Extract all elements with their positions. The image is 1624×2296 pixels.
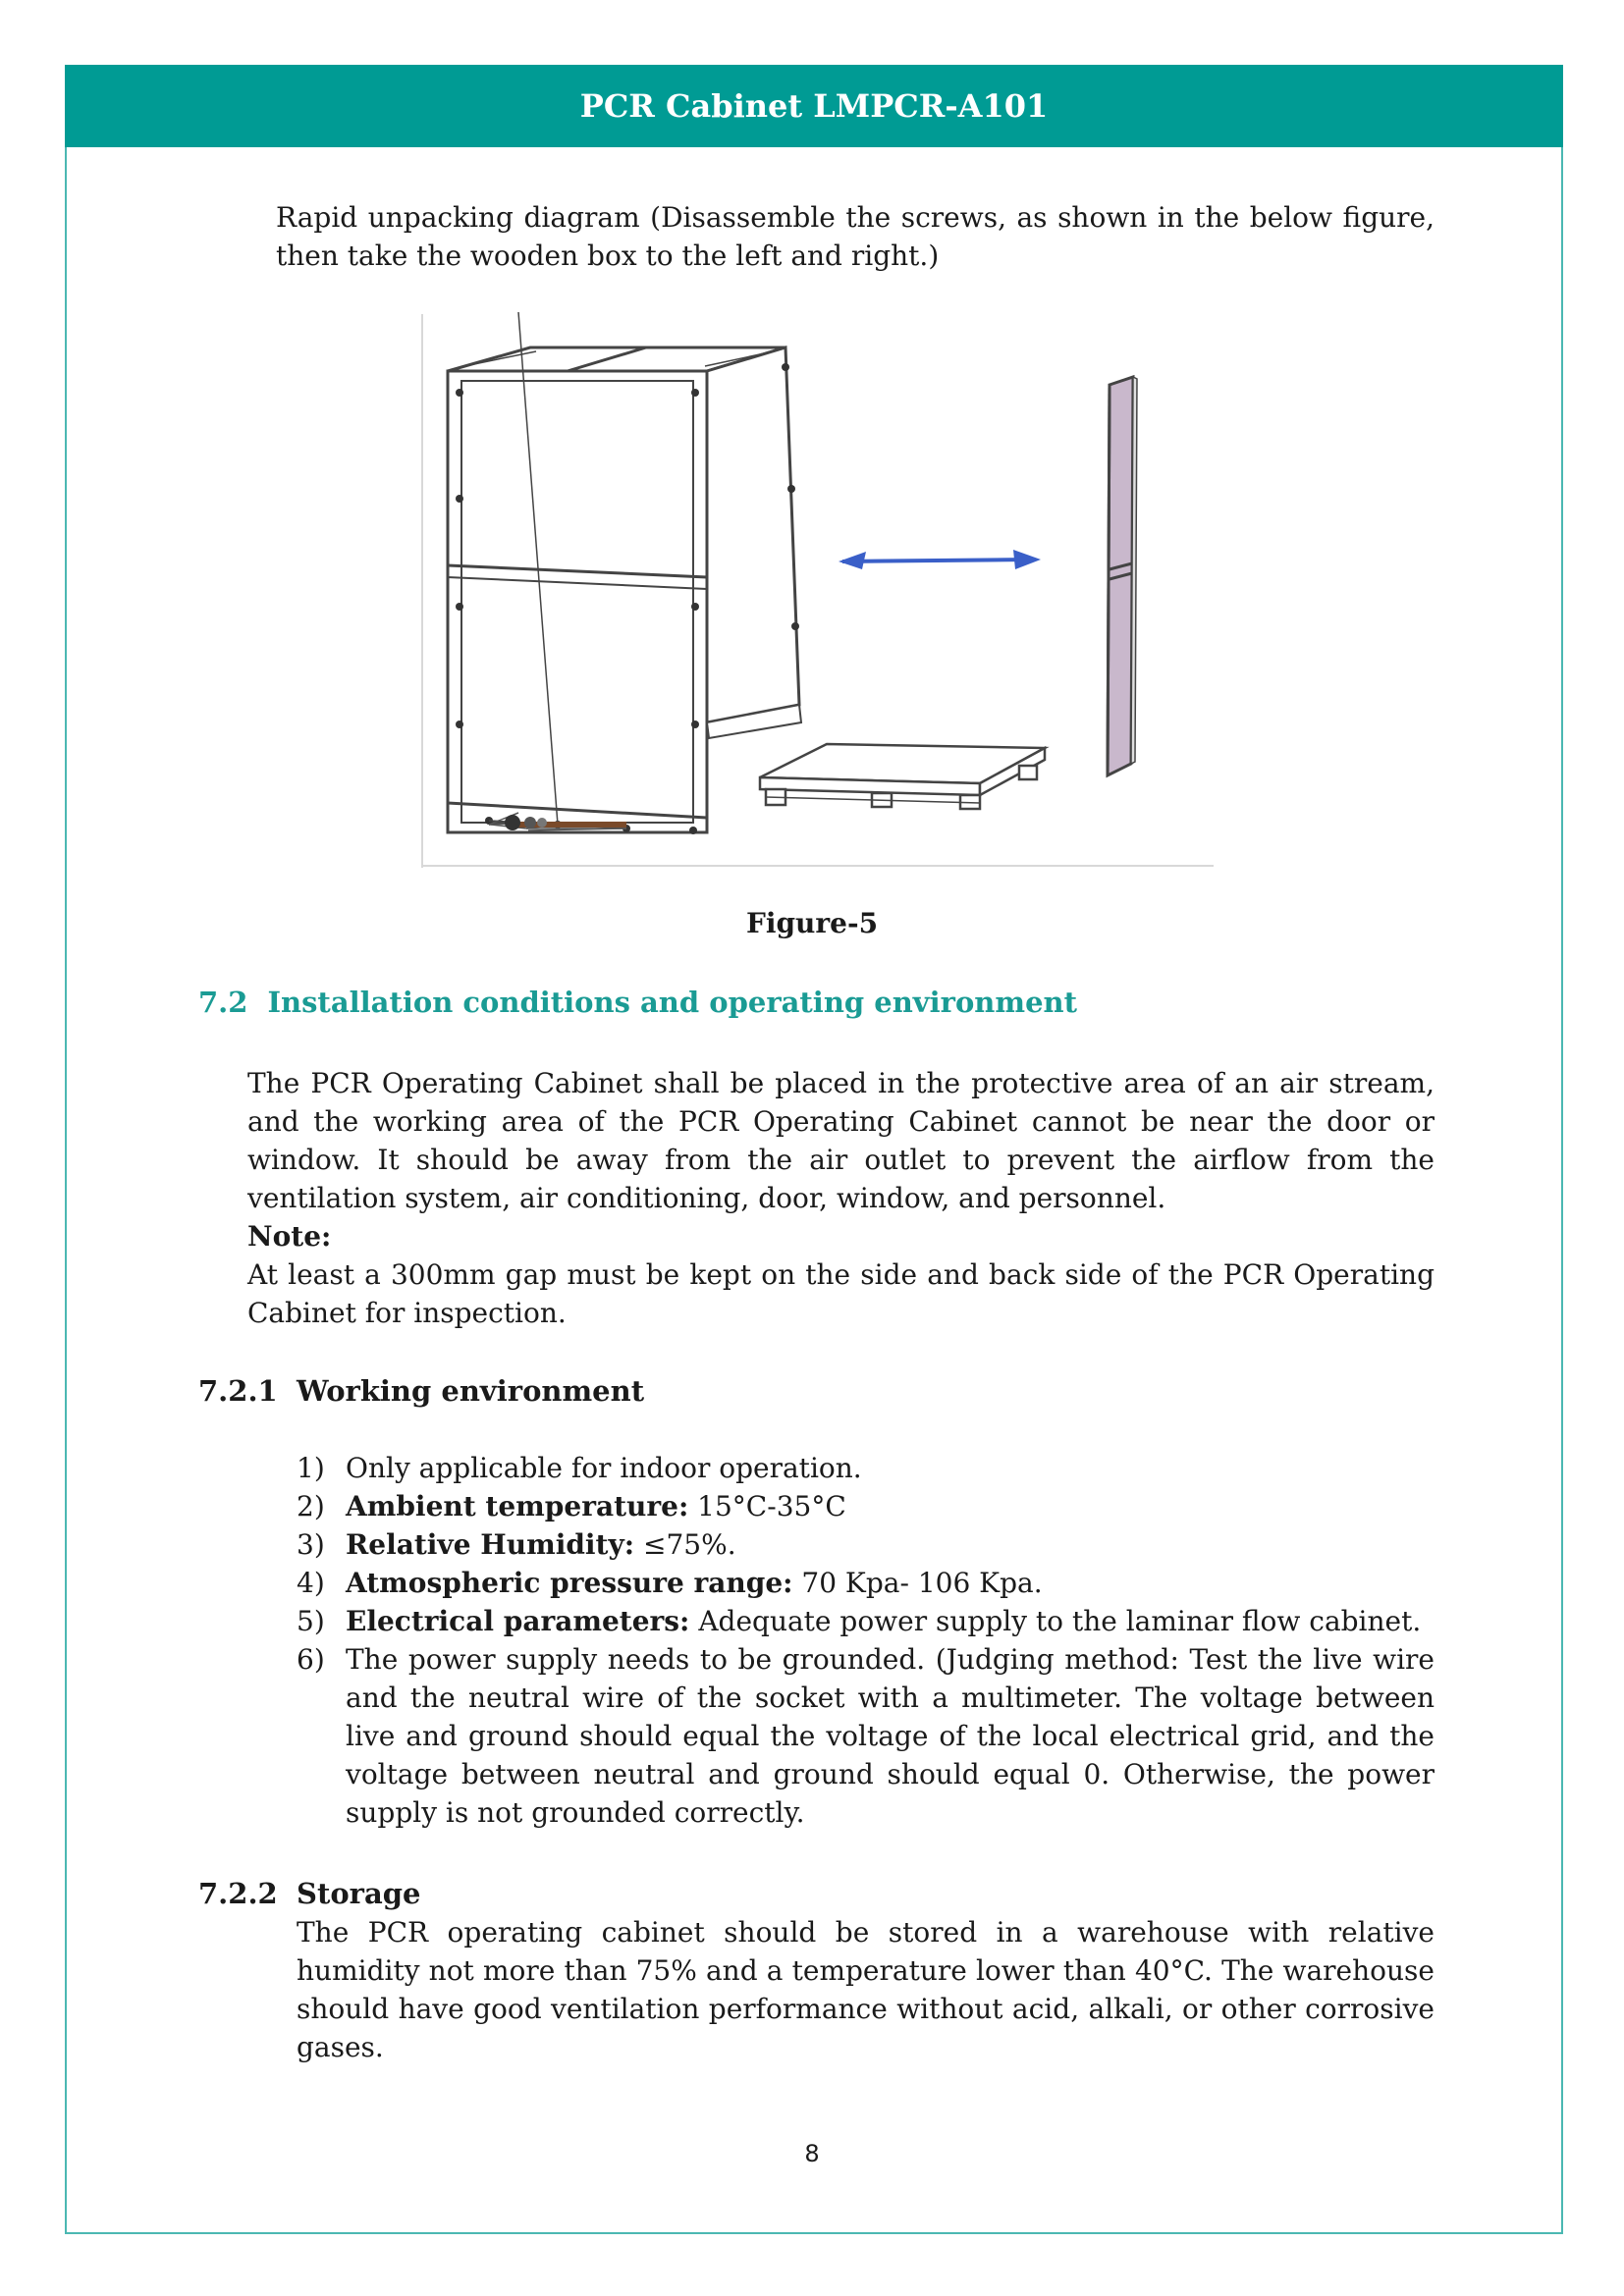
list-item-index: 1) — [297, 1452, 325, 1484]
list-item — [297, 1640, 1435, 1832]
subsection-heading-storage — [198, 1875, 420, 1913]
wooden-crate — [448, 312, 801, 834]
note-text: At least a 300mm gap must be kept on the side and back side of the PCR Operating Cabinet for inspection. — [247, 1258, 1435, 1329]
storage-text: The PCR operating cabinet should be stored in a warehouse with relative humidity not more than 75% and a temperature lower than 40°C. The warehouse should have good ventilation performance without acid, alkali, or other corrosive gases. — [297, 1916, 1435, 2063]
removed-side-panel — [1108, 377, 1137, 775]
list-item-label: Ambient temperature: — [346, 1490, 689, 1522]
list-item-label: Atmospheric pressure range: — [346, 1567, 793, 1599]
list-item — [297, 1525, 1435, 1564]
list-item-index: 3) — [297, 1528, 325, 1561]
list-item — [297, 1487, 1435, 1525]
list-item-label: Electrical parameters: — [346, 1605, 690, 1637]
list-item-text: 70 Kpa- 106 Kpa. — [801, 1567, 1043, 1599]
page-number: 8 — [804, 2140, 820, 2167]
subsection-number: 7.2.2 — [198, 1877, 278, 1910]
figure-caption: Figure-5 — [745, 907, 879, 939]
list-item-text: Adequate power supply to the laminar flow cabinet. — [698, 1605, 1422, 1637]
working-environment-list — [297, 1449, 1435, 1832]
list-item-text: ≤75%. — [643, 1528, 736, 1561]
note-label: Note: — [247, 1220, 332, 1253]
subsection-title: Storage — [297, 1877, 421, 1910]
section-heading — [198, 986, 1077, 1019]
list-item-text: Only applicable for indoor operation. — [346, 1452, 862, 1484]
subsection-number: 7.2.1 — [198, 1374, 278, 1408]
list-item-index: 6) — [297, 1643, 325, 1676]
list-item-label: Relative Humidity: — [346, 1528, 635, 1561]
page-header: PCR Cabinet LMPCR-A101 — [65, 65, 1563, 147]
intro-paragraph: Rapid unpacking diagram (Disassemble the screws, as shown in the below figure, then take the wooden box to the left and right.) — [276, 201, 1435, 272]
list-item — [297, 1449, 1435, 1487]
list-item-text: 15°C-35°C — [688, 1490, 846, 1522]
list-item — [297, 1564, 1435, 1602]
double-arrow-icon — [839, 550, 1041, 569]
list-item-index: 2) — [297, 1490, 325, 1522]
section-body: The PCR Operating Cabinet shall be placed in the protective area of an air stream, and the working area of the PCR Operating Cabinet cannot be near the door or window. It should be away from the air outlet to prevent the airflow from the ventilation system, air conditioning, door, window, and personnel. — [247, 1067, 1435, 1214]
list-item — [297, 1602, 1435, 1640]
wooden-pallet — [760, 744, 1045, 809]
subsection-heading-working-environment — [198, 1372, 644, 1411]
crate-side-panel — [707, 347, 799, 722]
section-number: 7.2 — [198, 986, 248, 1019]
list-item-text: The power supply needs to be grounded. (Judging method: Test the live wire and the neutral wire of the socket with a multimeter. The voltage between live and ground should equal the voltage of the local electrical grid, and the voltage between neutral and ground should equal 0. Otherwise, the power supply is not grounded correctly. — [346, 1643, 1435, 1829]
unpacking-diagram — [420, 312, 1214, 868]
subsection-title: Working environment — [297, 1374, 645, 1408]
list-item-index: 5) — [297, 1605, 325, 1637]
section-title: Installation conditions and operating environment — [267, 986, 1077, 1019]
crate-front-frame — [448, 371, 707, 832]
list-item-index: 4) — [297, 1567, 325, 1599]
